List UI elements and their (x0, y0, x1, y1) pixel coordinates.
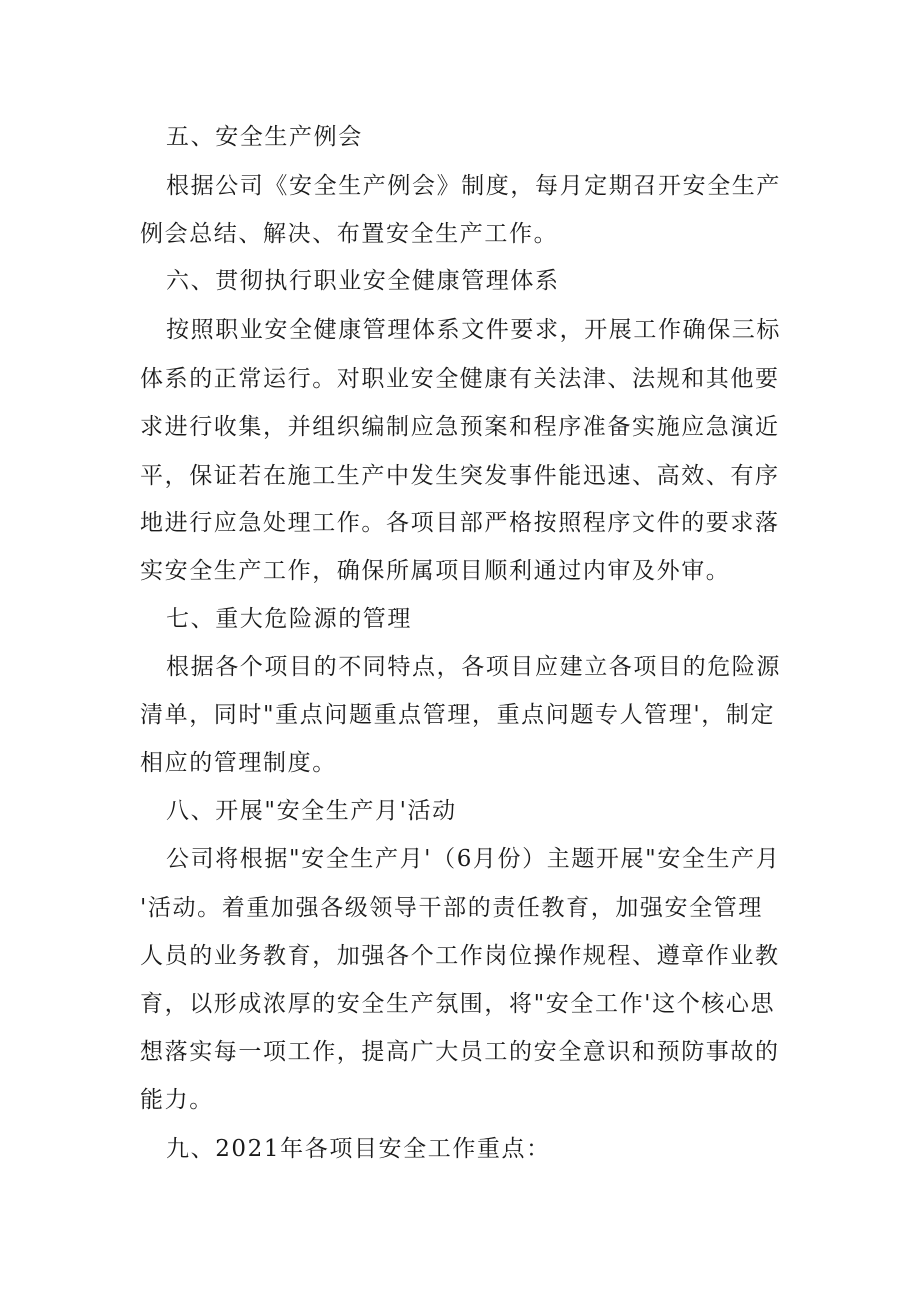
paragraph-line: 想落实每一项工作，提高广大员工的安全意识和预防事故的 (140, 1039, 780, 1065)
section-heading-5: 五、安全生产例会 (166, 124, 363, 150)
paragraph-line: 根据公司《安全生产例会》制度，每月定期召开安全生产 (166, 173, 781, 199)
paragraph-line: 公司将根据"安全生产月'（6月份）主题开展"安全生产月 (166, 846, 781, 872)
paragraph-line: 地进行应急处理工作。各项目部严格按照程序文件的要求落 (140, 510, 780, 536)
paragraph-line: '活动。着重加强各级领导干部的责任教育，加强安全管理 (140, 895, 763, 921)
section-heading-6: 六、贯彻执行职业安全健康管理体系 (166, 268, 560, 294)
paragraph-line: 平，保证若在施工生产中发生突发事件能迅速、高效、有序 (140, 463, 780, 489)
paragraph-line: 体系的正常运行。对职业安全健康有关法津、法规和其他要 (140, 366, 780, 392)
paragraph-line: 清单，同时"重点问题重点管理，重点问题专人管理'，制定 (140, 702, 776, 728)
paragraph-line: 根据各个项目的不同特点，各项目应建立各项目的危险源 (166, 654, 781, 680)
paragraph-line: 例会总结、解决、布置安全生产工作。 (140, 221, 559, 247)
paragraph-line: 人员的业务教育，加强各个工作岗位操作规程、遵章作业教 (140, 943, 780, 969)
paragraph-line: 能力。 (140, 1087, 214, 1113)
paragraph-line: 相应的管理制度。 (140, 750, 337, 776)
paragraph-line: 求进行收集，并组织编制应急预案和程序准备实施应急演近 (140, 414, 780, 440)
section-heading-8: 八、开展"安全生产月'活动 (166, 798, 457, 824)
paragraph-line: 按照职业安全健康管理体系文件要求，开展工作确保三标 (166, 317, 781, 343)
paragraph-line: 实安全生产工作，确保所属项目顺利通过内审及外审。 (140, 558, 731, 584)
paragraph-line: 育，以形成浓厚的安全生产氛围，将"安全工作'这个核心思 (140, 991, 776, 1017)
section-heading-7: 七、重大危险源的管理 (166, 606, 412, 632)
section-heading-9: 九、2021年各项目安全工作重点： (166, 1136, 551, 1162)
